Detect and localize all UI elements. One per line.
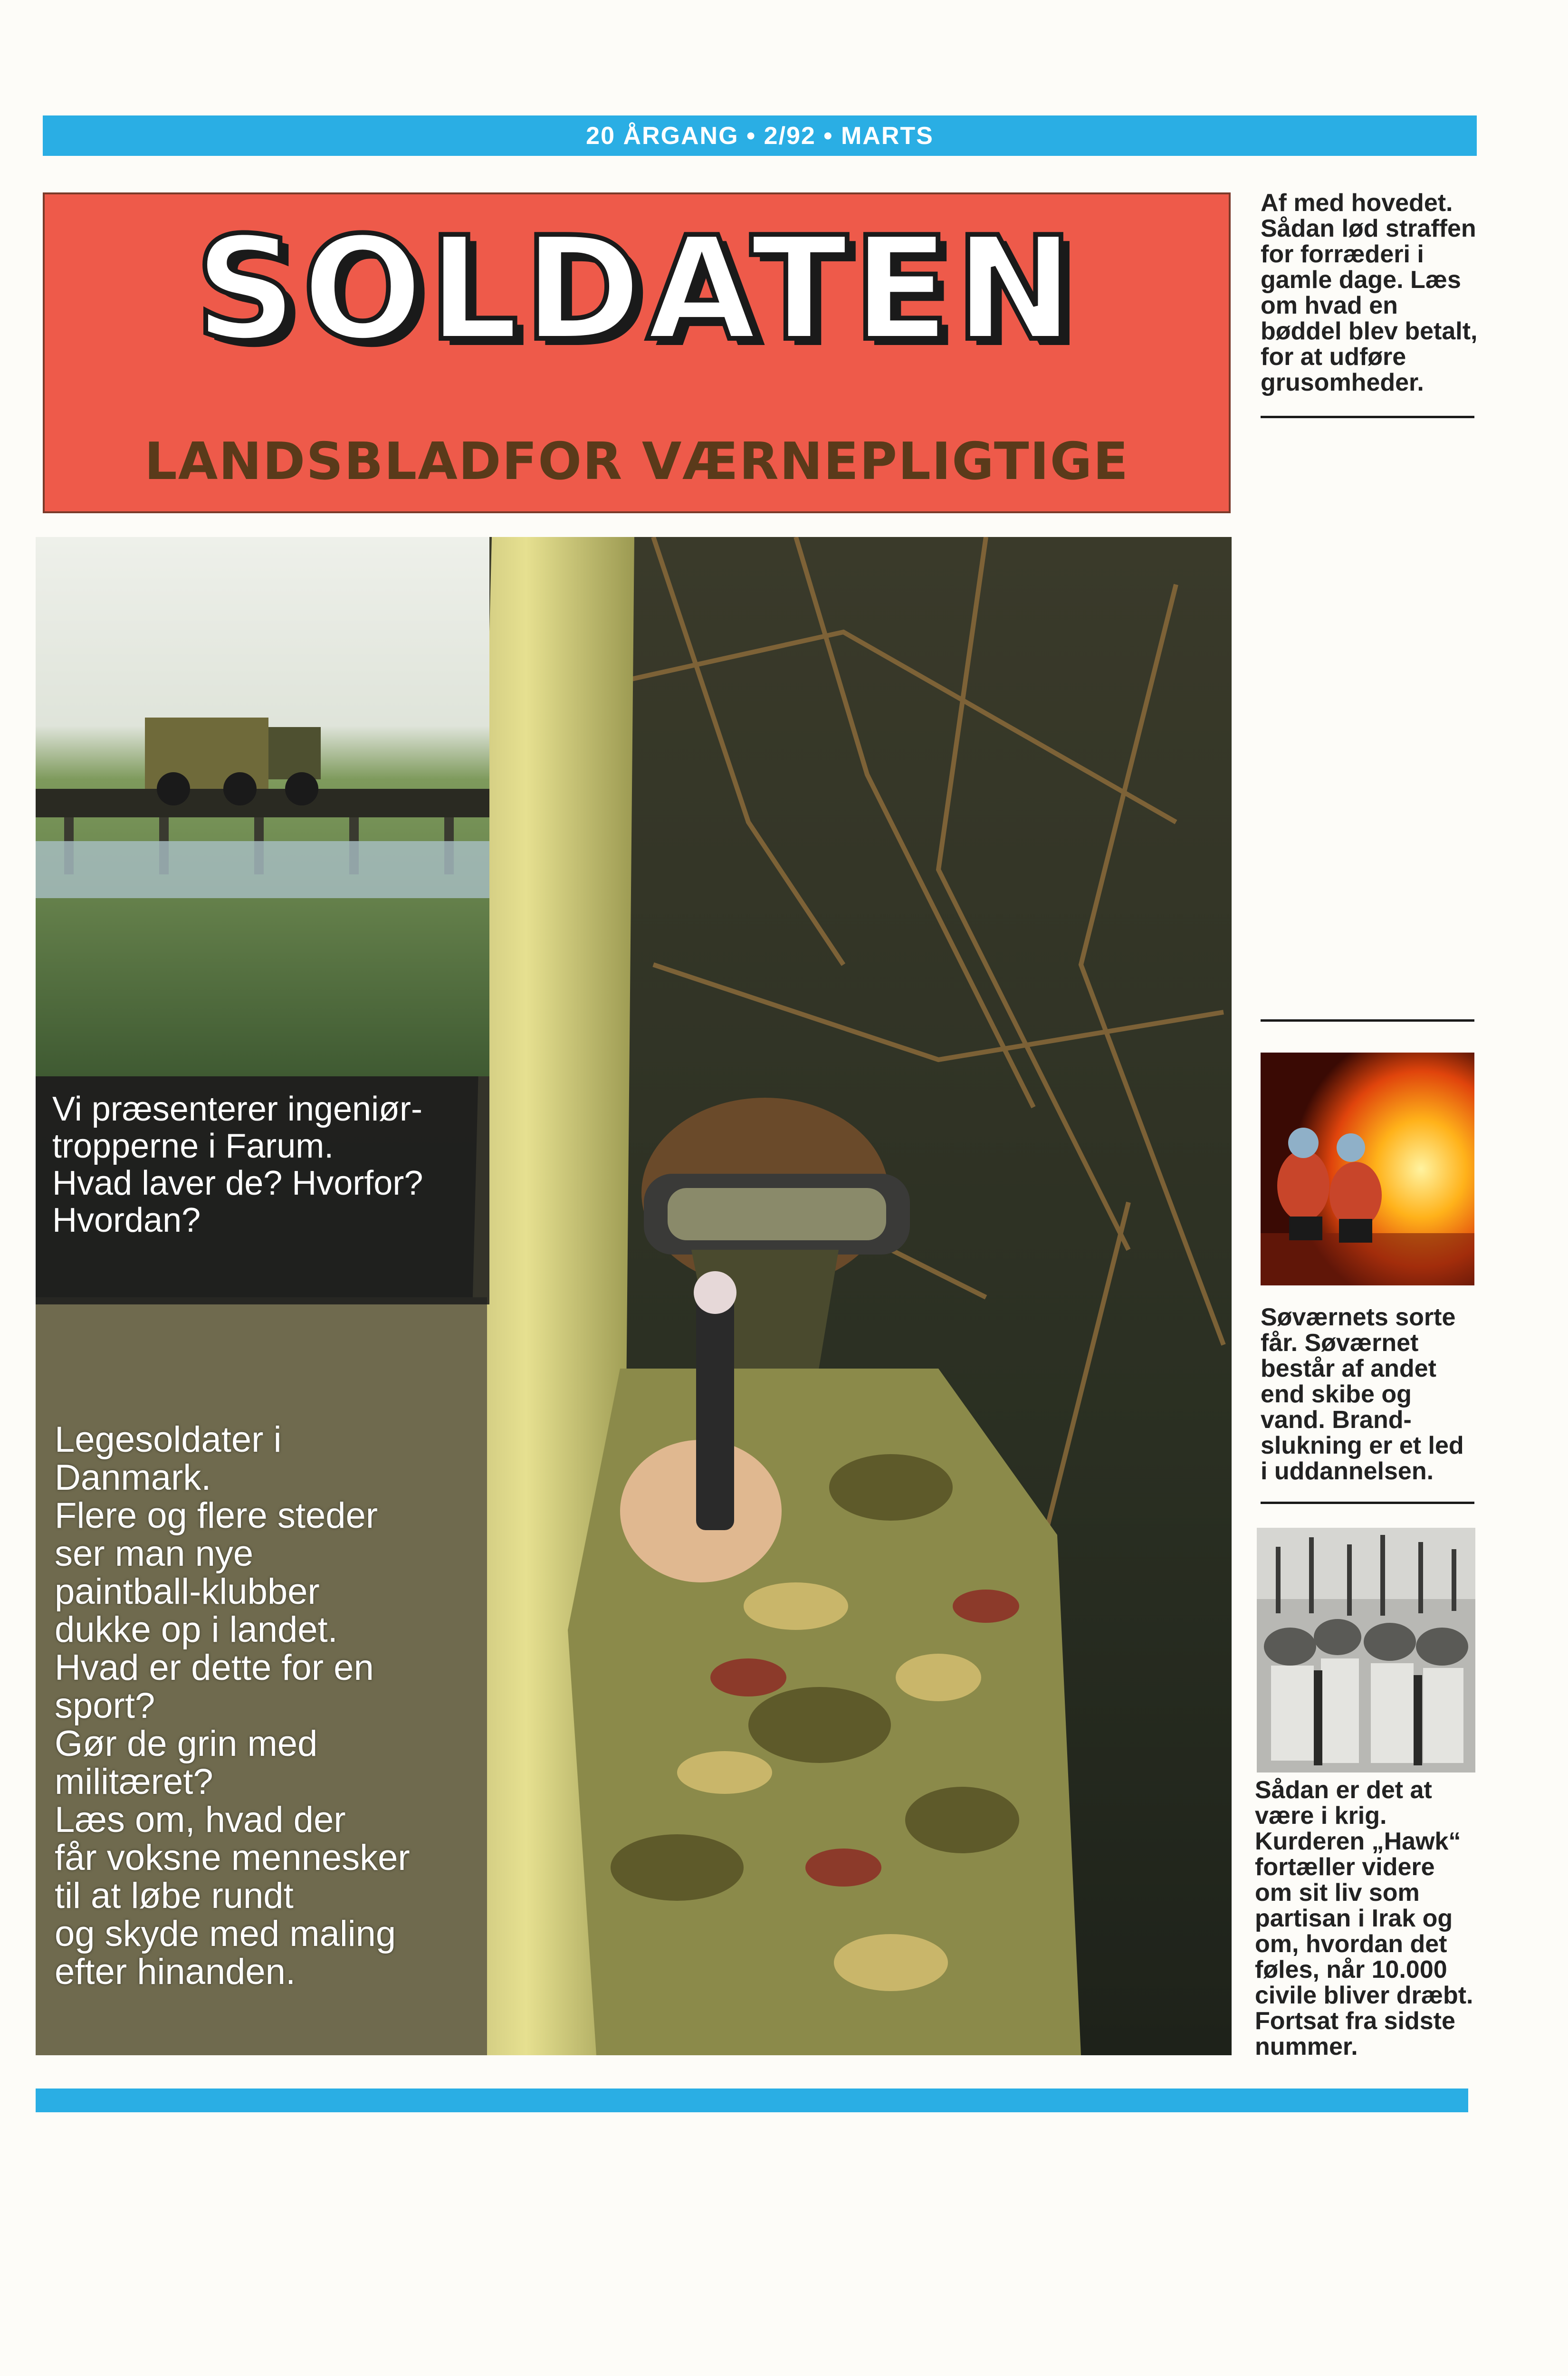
masthead — [43, 192, 1231, 513]
engineers-teaser[interactable]: Vi præsenterer ingeniør- tropperne i Farum. Hvad laver de? Hvorfor? Hvordan? — [52, 1090, 423, 1239]
soldiers-photo[interactable] — [1257, 1528, 1475, 1772]
sidebar-divider — [1261, 1502, 1474, 1504]
teaser-executioner[interactable]: Af med hovedet. Sådan lød straffen for forræderi i gamle dage. Læs om hvad en bøddel blev betalt, for at udføre grusomheder. — [1261, 189, 1478, 396]
masthead-title: SOLDATEN — [194, 206, 1079, 372]
paintball-photo — [36, 537, 1232, 2055]
issue-info: 20 ÅRGANG • 2/92 • MARTS — [586, 122, 934, 150]
sidebar-divider — [1261, 1019, 1474, 1022]
issue-bar — [43, 115, 1477, 156]
inset-caption-box — [36, 1076, 489, 1304]
bottom-bar — [36, 2089, 1468, 2112]
sidebar-divider — [1261, 416, 1474, 418]
firefighting-photo[interactable] — [1261, 1053, 1474, 1285]
teaser-navy[interactable]: Søværnets sorte får. Søværnet består af andet end skibe og vand. Brand- slukning er et led i uddannelsen. — [1261, 1303, 1464, 1485]
teaser-war[interactable]: Sådan er det at være i krig. Kurderen „Hawk“ fortæller videre om sit liv som partisan i Irak og om, hvordan det føles, når 10.000 civile bliver dræbt. Fortsat fra sidste nummer. — [1255, 1776, 1473, 2060]
engineer-truck-photo[interactable] — [36, 537, 489, 1076]
paintball-teaser[interactable]: Legesoldater i Danmark. Flere og flere steder ser man nye paintball-klubber dukke op i landet. Hvad er dette for en sport? Gør de grin med militæret? Læs om, hvad der får voksne mennesker til at løbe rundt og skyde med maling efter hinanden. — [55, 1419, 410, 1992]
masthead-subtitle: LANDSBLADFOR VÆRNEPLIGTIGE — [144, 432, 1129, 491]
